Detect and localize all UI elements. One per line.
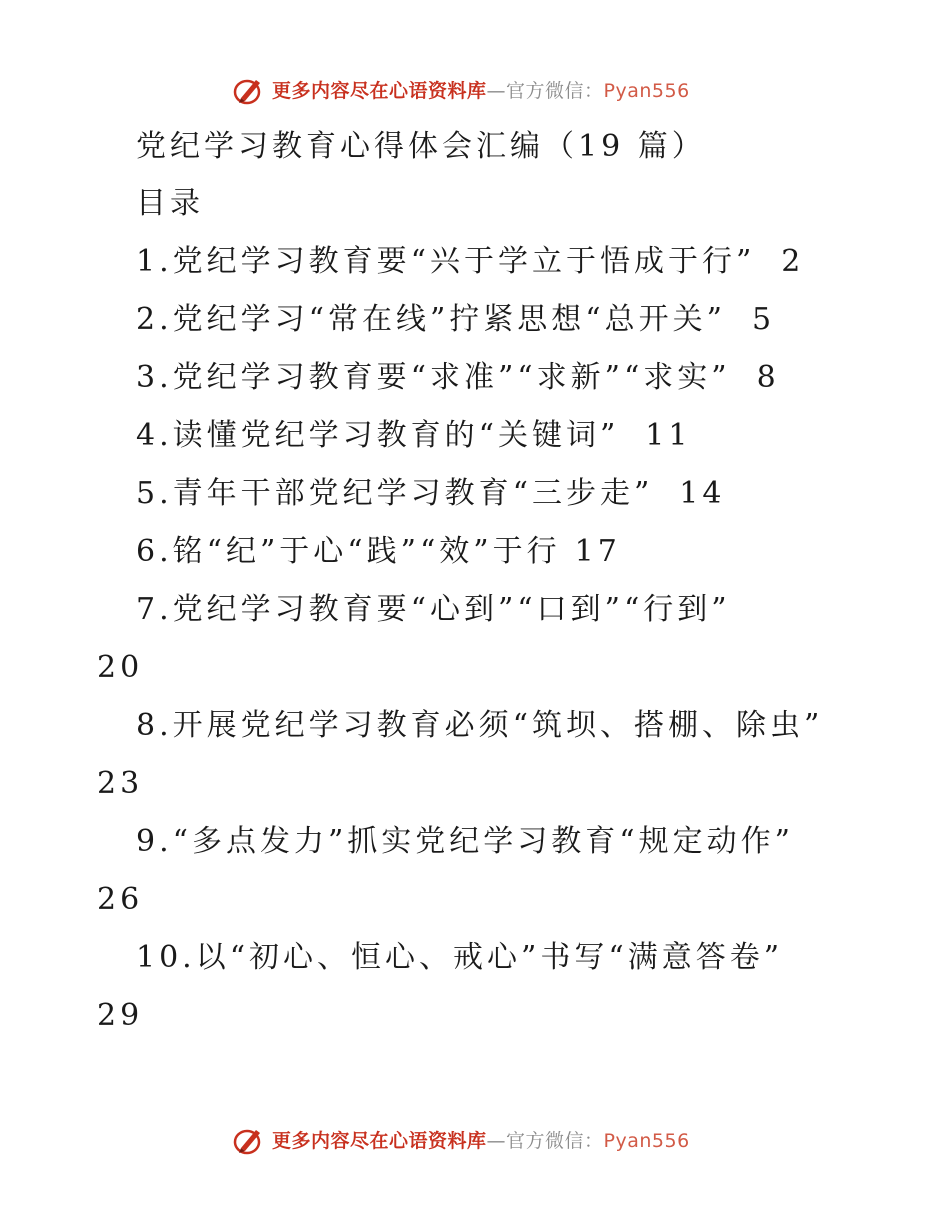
- toc-item-page: 20: [97, 650, 144, 685]
- banner-wechat-id: Pyan556: [603, 1130, 690, 1152]
- toc-item-text: 6.铭“纪”于心“践”“效”于行: [136, 534, 561, 569]
- toc-item-text: 3.党纪学习教育要“求准”“求新”“求实”: [136, 360, 731, 395]
- banner-text: [272, 1126, 690, 1153]
- toc-item: [136, 474, 725, 514]
- banner-wechat-label: 官方微信：: [506, 1130, 604, 1152]
- toc-heading: 目录: [136, 186, 204, 221]
- banner-wechat-id: Pyan556: [603, 80, 690, 102]
- toc-item: [136, 416, 691, 456]
- toc-item-page: 8: [756, 360, 780, 395]
- toc-item-text: 1.党纪学习教育要“兴于学立于悟成于行”: [136, 244, 756, 279]
- banner-text: [272, 76, 690, 103]
- banner-main-text: 更多内容尽在心语资料库: [272, 1130, 487, 1152]
- pen-logo-icon: [232, 1124, 266, 1156]
- toc-item: [136, 300, 775, 340]
- pen-logo-icon: [232, 74, 266, 106]
- toc-item-page: 17: [574, 534, 621, 569]
- toc-item-text: 2.党纪学习“常在线”拧紧思想“总开关”: [136, 302, 726, 337]
- banner-main-text: 更多内容尽在心语资料库: [272, 80, 487, 102]
- footer-banner: [0, 1120, 950, 1160]
- toc-item-page: 23: [97, 766, 144, 801]
- banner-dash: —: [486, 1130, 507, 1152]
- banner-wechat-label: 官方微信：: [506, 80, 604, 102]
- toc-item-text: 9.“多点发力”抓实党纪学习教育“规定动作”: [136, 824, 794, 859]
- toc-item-text: 4.读懂党纪学习教育的“关键词”: [136, 418, 620, 453]
- toc-item-page: 11: [645, 418, 692, 453]
- document-title: 党纪学习教育心得体会汇编（19 篇）: [136, 129, 706, 164]
- toc-item-page: 14: [679, 476, 726, 511]
- toc-item-text: 10.以“初心、恒心、戒心”书写“满意答卷”: [136, 940, 784, 975]
- toc-item-text: 5.青年干部党纪学习教育“三步走”: [136, 476, 654, 511]
- toc-item-text: 8.开展党纪学习教育必须“筑坝、搭棚、除虫”: [136, 708, 824, 743]
- banner-dash: —: [486, 80, 507, 102]
- header-banner: [0, 70, 950, 110]
- toc-item-text: 7.党纪学习教育要“心到”“口到”“行到”: [136, 592, 731, 627]
- toc-item-page: 2: [781, 244, 805, 279]
- toc-item: [136, 532, 621, 572]
- toc-item: [136, 358, 780, 398]
- toc-item-page: 5: [751, 302, 776, 337]
- toc-item-page: 26: [97, 882, 144, 917]
- toc-item-page: 29: [97, 998, 144, 1033]
- toc-item: [136, 242, 804, 282]
